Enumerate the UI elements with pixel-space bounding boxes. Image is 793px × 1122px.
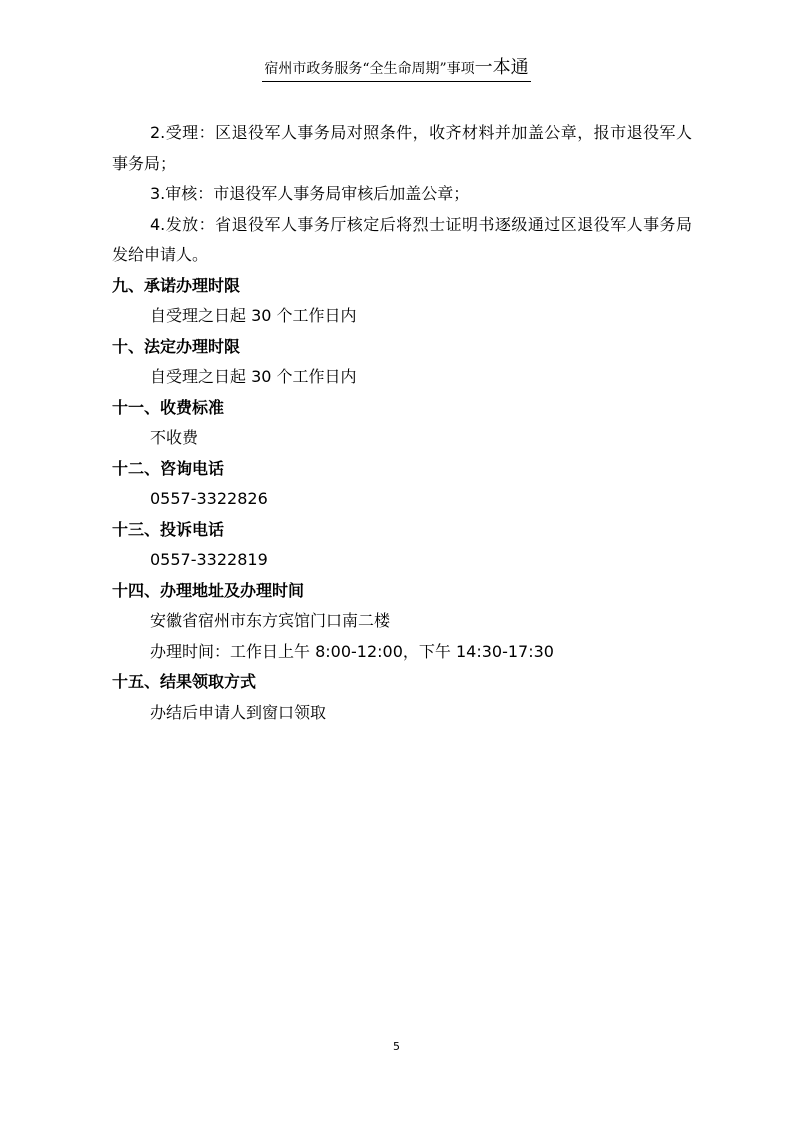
section-heading-result-collection: 十五、结果领取方式 — [112, 672, 257, 691]
section-heading-complaint-phone: 十三、投诉电话 — [112, 519, 225, 539]
header-title-text: 宿州市政务服务“全生命周期”事项 — [264, 61, 475, 77]
section-item-fee-standard: 不收费 — [150, 428, 199, 447]
section-item-legal-time-limit: 自受理之日起 30 个工作日内 — [150, 367, 357, 386]
complaint-phone-number: 0557-3322819 — [150, 550, 268, 569]
section-heading-legal-time-limit: 十、法定办理时限 — [112, 336, 241, 356]
section-heading-address-and-hours: 十四、办理地址及办理时间 — [112, 580, 305, 600]
section-heading-fee-standard: 十一、收费标准 — [112, 397, 225, 417]
section-item-result-collection: 办结后申请人到窗口领取 — [150, 702, 327, 722]
office-hours: 办理时间：工作日上午 8:00-12:00，下午 14:30-17:30 — [150, 641, 554, 661]
consult-phone-number: 0557-3322826 — [150, 489, 268, 508]
office-address: 安徽省宿州市东方宾馆门口南二楼 — [150, 611, 391, 630]
section-heading-consult-phone: 十二、咨询电话 — [112, 458, 225, 478]
header-title — [262, 58, 530, 82]
document-body — [112, 118, 692, 728]
section-heading-promised-time-limit: 九、承诺办理时限 — [112, 275, 241, 295]
header-title-suffix: 一本通 — [474, 57, 529, 78]
procedure-step-2: 2.受理：区退役军人事务局对照条件，收齐材料并加盖公章，报市退役军人事务局； — [112, 123, 692, 173]
procedure-step-3: 3.审核：市退役军人事务局审核后加盖公章； — [150, 184, 470, 203]
page-header — [0, 58, 793, 82]
section-item-promised-time-limit: 自受理之日起 30 个工作日内 — [150, 306, 357, 325]
page-number: 5 — [393, 1040, 400, 1053]
procedure-step-4: 4.发放：省退役军人事务厅核定后将烈士证明书逐级通过区退役军人事务局发给申请人。 — [112, 214, 692, 264]
